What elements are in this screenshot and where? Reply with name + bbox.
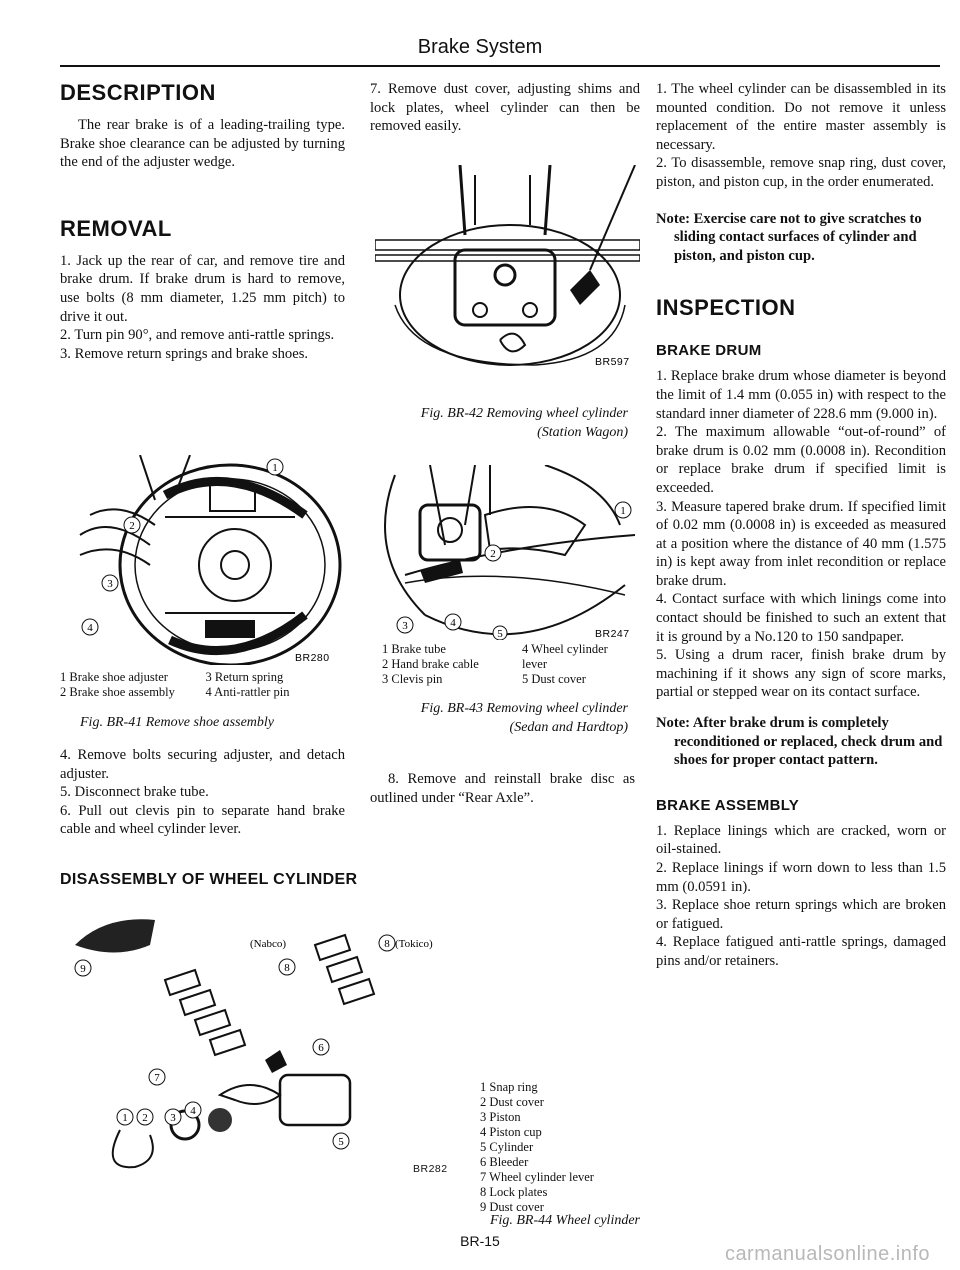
figure-code: BR280 [295, 652, 330, 664]
callout-8: 8 [284, 962, 290, 974]
callout-9: 9 [80, 963, 86, 975]
disassembly-section [60, 870, 660, 890]
callout-1: 1 [122, 1112, 128, 1124]
fig43-legend [382, 642, 632, 687]
callout-3: 3 [170, 1112, 176, 1124]
callout-2: 2 [490, 548, 496, 560]
watermark: carmanualsonline.info [724, 1243, 930, 1265]
fig44-legend [480, 1080, 650, 1215]
figure-code: BR247 [595, 628, 630, 640]
callout-2: 2 [142, 1112, 148, 1124]
legend-item: 4 Wheel cylinder lever [522, 642, 608, 671]
callout-5: 5 [338, 1136, 344, 1148]
legend-item: 2 Dust cover [480, 1095, 544, 1109]
removal-step: 5. Disconnect brake tube. [60, 784, 209, 801]
legend-item: 4 Anti-rattler pin [205, 685, 290, 699]
brake-assembly-heading: BRAKE ASSEMBLY [656, 796, 800, 814]
note: Note: After brake drum is completely reconditioned or replaced, check drum and shoes for proper contact pattern. [656, 715, 943, 769]
removal-step: 1. Jack up the rear of car, and remove tire and brake drum. If brake drum is hard to remove, use bolts (8 mm diameter, 1.25 mm pitch) to drive it out. [60, 252, 345, 325]
callout-5: 5 [497, 628, 503, 640]
callout-6: 6 [318, 1042, 324, 1054]
callout-3: 3 [402, 620, 408, 632]
legend-item: 8 Lock plates [480, 1185, 548, 1199]
drum-step: 1. Replace brake drum whose diameter is beyond the limit of 1.4 mm (0.055 in) with respect to the standard inner diameter of 228.6 mm (9.000 in). [656, 368, 946, 422]
callout-7: 7 [154, 1072, 160, 1084]
fig41-caption: Fig. BR-41 Remove shoe assembly [80, 715, 274, 730]
disassembly-step: 1. The wheel cylinder can be disassembled in its mounted condition. Do not remove it unless replacement of the entire master assembly is necessary. [656, 81, 946, 153]
assembly-step: 4. Replace fatigued anti-rattle springs, damaged pins and/or retainers. [656, 934, 946, 969]
legend-item: 4 Piston cup [480, 1125, 542, 1139]
brake-drum-heading: BRAKE DRUM [656, 342, 762, 360]
callout-4: 4 [87, 622, 93, 634]
legend-item: 5 Cylinder [480, 1140, 534, 1154]
caption-line: (Station Wagon) [537, 424, 628, 440]
description-heading: DESCRIPTION [60, 80, 216, 105]
callout-4: 4 [190, 1105, 196, 1117]
legend-item: 3 Return spring [205, 670, 284, 684]
drum-step: 5. Using a drum racer, finish brake drum by machining if it shows any sign of score marks, partial or stepped wear on its contact surface. [656, 647, 946, 701]
legend-item: 1 Snap ring [480, 1080, 538, 1094]
removal-step: 3. Remove return springs and brake shoes. [60, 345, 309, 362]
right-column [656, 80, 946, 971]
callout-4: 4 [450, 617, 456, 629]
caption-line: Fig. BR-42 Removing wheel cylinder [420, 406, 628, 421]
brake-shoe-assembly-figure [70, 455, 350, 665]
header-rule [60, 65, 940, 67]
legend-item: 5 Dust cover [522, 672, 586, 686]
legend-item: 1 Brake tube [382, 642, 446, 656]
fig43-caption [370, 700, 628, 737]
removal-step: 6. Pull out clevis pin to separate hand brake cable and wheel cylinder lever. [60, 802, 345, 838]
figure-code: BR282 [413, 1163, 448, 1175]
left-column [60, 80, 345, 363]
nabco-label: (Nabco) [250, 938, 287, 950]
wheel-cylinder-station-wagon-figure [375, 165, 640, 370]
caption-line: (Sedan and Hardtop) [509, 719, 628, 735]
legend-item: 7 Wheel cylinder lever [480, 1170, 594, 1184]
legend-item: 2 Brake shoe assembly [60, 685, 175, 699]
tokico-label: (Tokico) [395, 938, 433, 950]
callout-1: 1 [272, 462, 278, 474]
removal-step: 7. Remove dust cover, adjusting shims and lock plates, wheel cylinder can then be removed easily. [370, 81, 640, 135]
disassembly-step: 2. To disassemble, remove snap ring, dust cover, piston, and piston cup, in the order enumerated. [656, 155, 946, 190]
removal-step: 2. Turn pin 90°, and remove anti-rattle springs. [60, 327, 335, 344]
caption-line: Fig. BR-43 Removing wheel cylinder [420, 701, 628, 716]
fig41-legend [60, 670, 345, 700]
fig42-caption [370, 405, 628, 442]
fig44-caption: Fig. BR-44 Wheel cylinder [489, 1213, 640, 1228]
note: Note: Exercise care not to give scratches to sliding contact surfaces of cylinder and piston, and piston cup. [656, 210, 922, 264]
callout-8: 8 [384, 938, 390, 950]
assembly-step: 2. Replace linings if worn down to less than 1.5 mm (0.0591 in). [656, 860, 946, 895]
removal-step: 4. Remove bolts securing adjuster, and detach adjuster. [60, 747, 345, 782]
assembly-step: 3. Replace shoe return springs which are broken or fatigued. [656, 897, 946, 932]
wheel-cylinder-exploded-figure [65, 905, 485, 1175]
legend-item: 9 Dust cover [480, 1200, 544, 1214]
legend-item: 2 Hand brake cable [382, 657, 479, 671]
callout-3: 3 [107, 578, 113, 590]
removal-heading: REMOVAL [60, 215, 172, 241]
wheel-cylinder-sedan-figure [365, 465, 640, 640]
assembly-step: 1. Replace linings which are cracked, worn or oil-stained. [656, 822, 946, 858]
legend-item: 3 Clevis pin [382, 672, 443, 686]
drum-step: 4. Contact surface with which linings come into contact should be finished to such an extent that it is ground by a No.120 to 150 sandpaper. [656, 591, 946, 645]
removal-step: 8. Remove and reinstall brake disc as outlined under “Rear Axle”. [370, 771, 635, 806]
callout-1: 1 [620, 505, 626, 517]
legend-item: 1 Brake shoe adjuster [60, 670, 168, 684]
disassembly-heading: DISASSEMBLY OF WHEEL CYLINDER [60, 871, 358, 888]
removal-step-8 [370, 770, 635, 807]
legend-item: 3 Piston [480, 1110, 521, 1124]
page-number: BR-15 [460, 1233, 500, 1249]
callout-2: 2 [129, 520, 135, 532]
removal-steps-continued [60, 746, 345, 839]
description-text: The rear brake is of a leading-trailing type. Brake shoe clearance can be adjusted by turning the end of the adjuster wedge. [60, 117, 345, 171]
drum-step: 3. Measure tapered brake drum. If specified limit of 0.02 mm (0.0008 in) is exceeded as measured at a position where the distance of 40 mm (1.575 in) is kept away from inlet recondition or replace brake drum. [656, 498, 946, 589]
figure-code: BR597 [595, 356, 630, 368]
page-header: Brake System [417, 36, 543, 58]
middle-column [370, 80, 640, 136]
drum-step: 2. The maximum allowable “out-of-round” of brake drum is 0.02 mm (0.0008 in). Recondition or replace brake drum if specified limit is exceeded. [656, 424, 946, 496]
inspection-heading: INSPECTION [656, 295, 796, 321]
legend-item: 6 Bleeder [480, 1155, 529, 1169]
